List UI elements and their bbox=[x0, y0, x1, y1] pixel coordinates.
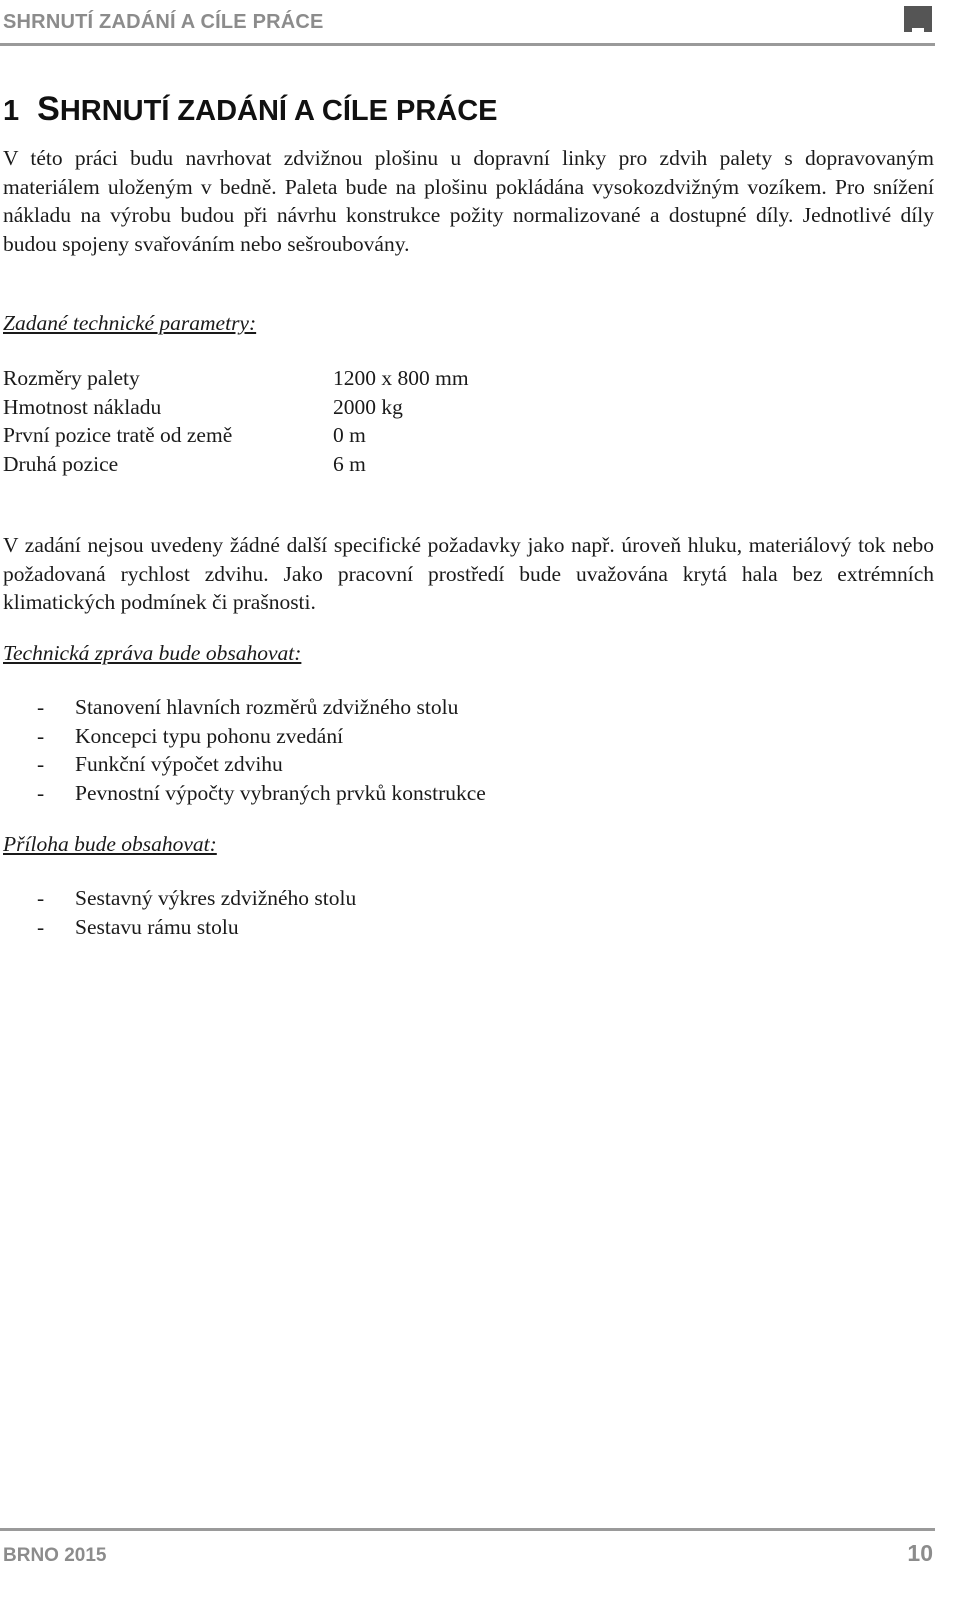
report-heading: Technická zpráva bude obsahovat: bbox=[3, 641, 302, 665]
param-row bbox=[3, 393, 603, 422]
param-value: 2000 kg bbox=[333, 394, 403, 419]
param-label: Druhá pozice bbox=[3, 451, 119, 476]
list-bullet: - bbox=[37, 780, 45, 805]
param-label: Rozměry palety bbox=[3, 366, 140, 390]
params-heading: Zadané technické parametry: bbox=[3, 311, 257, 335]
list-item-text: Koncepci typu pohonu zvedání bbox=[75, 723, 344, 748]
list-bullet: - bbox=[37, 695, 45, 719]
header-divider bbox=[0, 43, 935, 46]
params-table bbox=[3, 364, 603, 478]
attachment-heading: Příloha bude obsahovat: bbox=[3, 832, 217, 856]
chapter-title bbox=[3, 90, 498, 129]
intro-paragraph: V této práci budu navrhovat zdvižnou plošinu u dopravní linky pro zdvih palety s dopravovaným materiálem uloženým v bedně. Paleta bude na plošinu pokládána vysokozdvižným vozíkem. Pro snížení nákladu na výrobu budou při návrhu konstrukce požity normalizované a dostupné díly. Jednotlivé díly budou spojeny svařováním nebo sešroubovány. bbox=[3, 146, 934, 256]
chapter-title-initial: S bbox=[37, 90, 60, 128]
list-bullet: - bbox=[37, 914, 45, 939]
list-item-text: Pevnostní výpočty vybraných prvků konstrukce bbox=[75, 780, 486, 805]
university-logo-icon bbox=[902, 4, 934, 34]
page-number: 10 bbox=[907, 1540, 933, 1566]
footer-location: BRNO 2015 bbox=[3, 1545, 107, 1566]
param-row bbox=[3, 421, 603, 450]
chapter-title-rest: HRNUTÍ ZADÁNÍ A CÍLE PRÁCE bbox=[59, 95, 498, 127]
list-bullet: - bbox=[37, 752, 45, 776]
footer-divider bbox=[0, 1528, 935, 1531]
notes-paragraph: V zadání nejsou uvedeny žádné další specifické požadavky jako např. úroveň hluku, materiálový tok nebo požadovaná rychlost zdvihu. Jako pracovní prostředí bude uvažována krytá hala bez extrémních klimatických podmínek či prašnosti. bbox=[3, 533, 934, 614]
param-value: 6 m bbox=[333, 451, 366, 476]
param-row bbox=[3, 364, 603, 393]
param-label: První pozice tratě od země bbox=[3, 423, 233, 447]
param-label: Hmotnost nákladu bbox=[3, 394, 162, 419]
param-value: 0 m bbox=[333, 423, 366, 447]
list-item-text: Sestavu rámu stolu bbox=[75, 914, 239, 939]
param-value: 1200 x 800 mm bbox=[333, 366, 469, 390]
list-bullet: - bbox=[37, 723, 45, 748]
running-header: SHRNUTÍ ZADÁNÍ A CÍLE PRÁCE bbox=[3, 11, 324, 33]
list-item-text: Stanovení hlavních rozměrů zdvižného stolu bbox=[75, 695, 459, 719]
chapter-number: 1 bbox=[3, 95, 20, 127]
list-item-text: Sestavný výkres zdvižného stolu bbox=[75, 886, 357, 910]
list-item-text: Funkční výpočet zdvihu bbox=[75, 752, 283, 776]
param-row bbox=[3, 450, 603, 479]
list-bullet: - bbox=[37, 886, 45, 910]
